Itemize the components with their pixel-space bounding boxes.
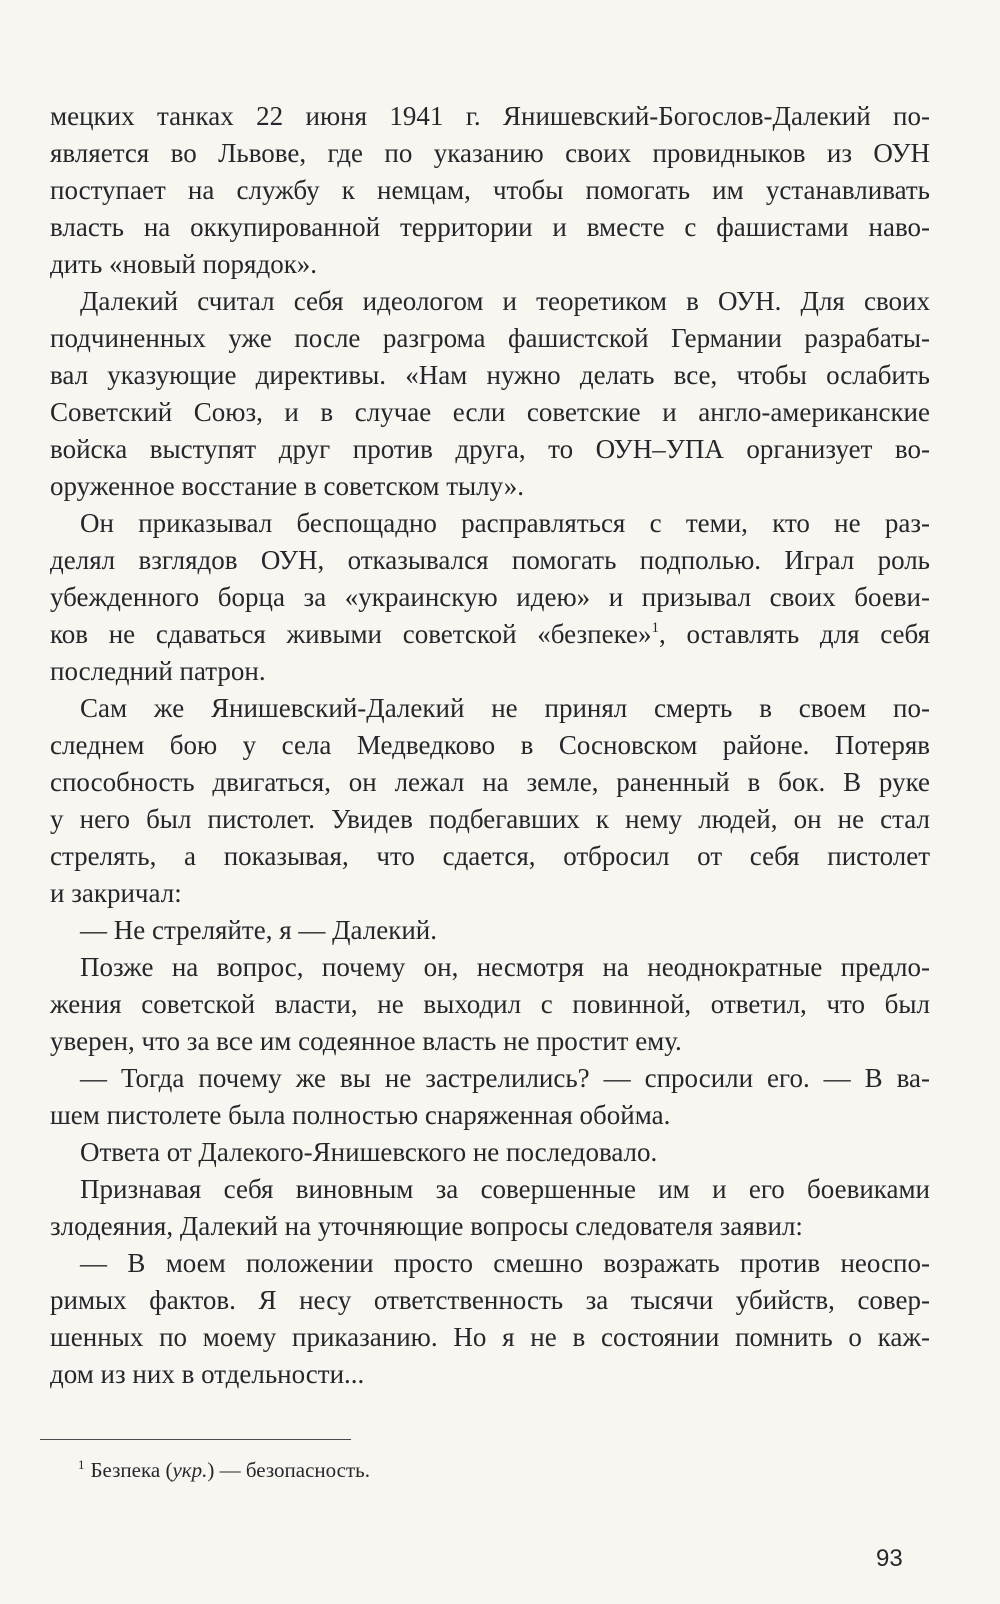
text-line-content: шенных по моему приказанию. Но я не в состоянии помнить о каж- <box>50 1322 930 1352</box>
footnote-term: Безпека <box>90 1458 161 1482</box>
text-line <box>50 431 930 468</box>
text-line <box>50 616 930 653</box>
footnote <box>78 1456 370 1484</box>
text-line <box>50 764 930 801</box>
text-line-content: — Не стреляйте, я — Далекий. <box>80 915 437 945</box>
text-line-content: — В моем положении просто смешно возражать против неоспо- <box>80 1248 930 1278</box>
text-line <box>50 1356 930 1393</box>
text-line-content: является во Львове, где по указанию своих провидныков из ОУН <box>50 138 930 168</box>
text-line <box>50 986 930 1023</box>
text-line-content: последний патрон. <box>50 656 266 686</box>
text-line <box>50 912 930 949</box>
text-line-content: делял взглядов ОУН, отказывался помогать подполью. Играл роль <box>50 545 930 575</box>
text-line <box>50 690 930 727</box>
text-line-content: стрелять, а показывая, что сдается, отбросил от себя пистолет <box>50 841 930 871</box>
footnote-lang-close: ) <box>207 1458 215 1482</box>
text-line-content: оруженное восстание в советском тылу». <box>50 471 525 501</box>
text-line <box>50 727 930 764</box>
text-line-content: злодеяния, Далекий на уточняющие вопросы следователя заявил: <box>50 1211 803 1241</box>
text-line <box>50 1171 930 1208</box>
footnote-mark: 1 <box>78 1457 85 1472</box>
text-line <box>50 875 930 912</box>
footnote-language: укр. <box>172 1458 208 1482</box>
text-line <box>50 949 930 986</box>
text-line <box>50 357 930 394</box>
text-line-content: дить «новый порядок». <box>50 249 318 279</box>
text-line-content: уверен, что за все им содеянное власть не простит ему. <box>50 1026 682 1056</box>
text-line <box>50 468 930 505</box>
text-line-content: и закричал: <box>50 878 182 908</box>
text-line <box>50 98 930 135</box>
page-number: 93 <box>876 1545 903 1572</box>
text-line <box>50 505 930 542</box>
text-line <box>50 1282 930 1319</box>
text-line-content: Признавая себя виновным за совершенные им и его боевиками <box>80 1174 930 1204</box>
text-line-content: Сам же Янишевский-Далекий не принял смерть в своем по- <box>80 693 930 723</box>
text-line-content: войска выступят друг против друга, то ОУН–УПА организует во- <box>50 434 930 464</box>
text-line <box>50 579 930 616</box>
text-line <box>50 1245 930 1282</box>
text-line-content: дом из них в отдельности... <box>50 1359 365 1389</box>
text-line-content: Он приказывал беспощадно расправляться с теми, кто не раз- <box>80 508 930 538</box>
text-line-content: жения советской власти, не выходил с повинной, ответил, что был <box>50 989 930 1019</box>
footnote-rule <box>40 1439 351 1440</box>
text-line-content: вал указующие директивы. «Нам нужно делать все, чтобы ослабить <box>50 360 930 390</box>
text-line <box>50 246 930 283</box>
text-line <box>50 320 930 357</box>
footnote-reference: 1 <box>651 620 660 636</box>
text-line-content: власть на оккупированной территории и вместе с фашистами наво- <box>50 212 930 242</box>
text-line <box>50 801 930 838</box>
text-line-content: римых фактов. Я несу ответственность за тысячи убийств, совер- <box>50 1285 930 1315</box>
text-line <box>50 394 930 431</box>
text-line-content: убежденного борца за «украинскую идею» и призывал своих боеви- <box>50 582 930 612</box>
text-line <box>50 135 930 172</box>
text-line-content: у него был пистолет. Увидев подбегавших к нему людей, он не стал <box>50 804 930 834</box>
text-line-content: шем пистолете была полностью снаряженная обойма. <box>50 1100 671 1130</box>
text-line-content: следнем бою у села Медведково в Сосновском районе. Потеряв <box>50 730 930 760</box>
text-line-content: Далекий считал себя идеологом и теоретиком в ОУН. Для своих <box>80 286 930 316</box>
text-line <box>50 209 930 246</box>
text-line <box>50 542 930 579</box>
text-line-content: подчиненных уже после разгрома фашистской Германии разрабаты- <box>50 323 930 353</box>
text-line-content: способность двигаться, он лежал на земле, раненный в бок. В руке <box>50 767 930 797</box>
text-line <box>50 1060 930 1097</box>
text-line <box>50 838 930 875</box>
text-line <box>50 653 930 690</box>
text-line-content: мецких танках 22 июня 1941 г. Янишевский-Богослов-Далекий по- <box>50 101 930 131</box>
text-line-content: Ответа от Далекого-Янишевского не последовало. <box>80 1137 658 1167</box>
text-line-content: Советский Союз, и в случае если советские и англо-американские <box>50 397 930 427</box>
text-line-tail: , оставлять для себя <box>659 619 931 649</box>
text-line <box>50 1319 930 1356</box>
text-line-content: — Тогда почему же вы не застрелились? — спросили его. — В ва- <box>80 1063 930 1093</box>
footnote-definition: — безопасность. <box>214 1458 370 1482</box>
text-line <box>50 1023 930 1060</box>
text-line <box>50 172 930 209</box>
footnote-lang-open: ( <box>165 1458 173 1482</box>
text-line <box>50 283 930 320</box>
text-line-content: Позже на вопрос, почему он, несмотря на неоднократные предло- <box>80 952 930 982</box>
text-line <box>50 1134 930 1171</box>
text-line <box>50 1097 930 1134</box>
page-body <box>50 98 930 1393</box>
text-line <box>50 1208 930 1245</box>
text-line-content: ков не сдаваться живыми советской «безпеке» <box>50 619 652 649</box>
text-line-content: поступает на службу к немцам, чтобы помогать им устанавливать <box>50 175 930 205</box>
